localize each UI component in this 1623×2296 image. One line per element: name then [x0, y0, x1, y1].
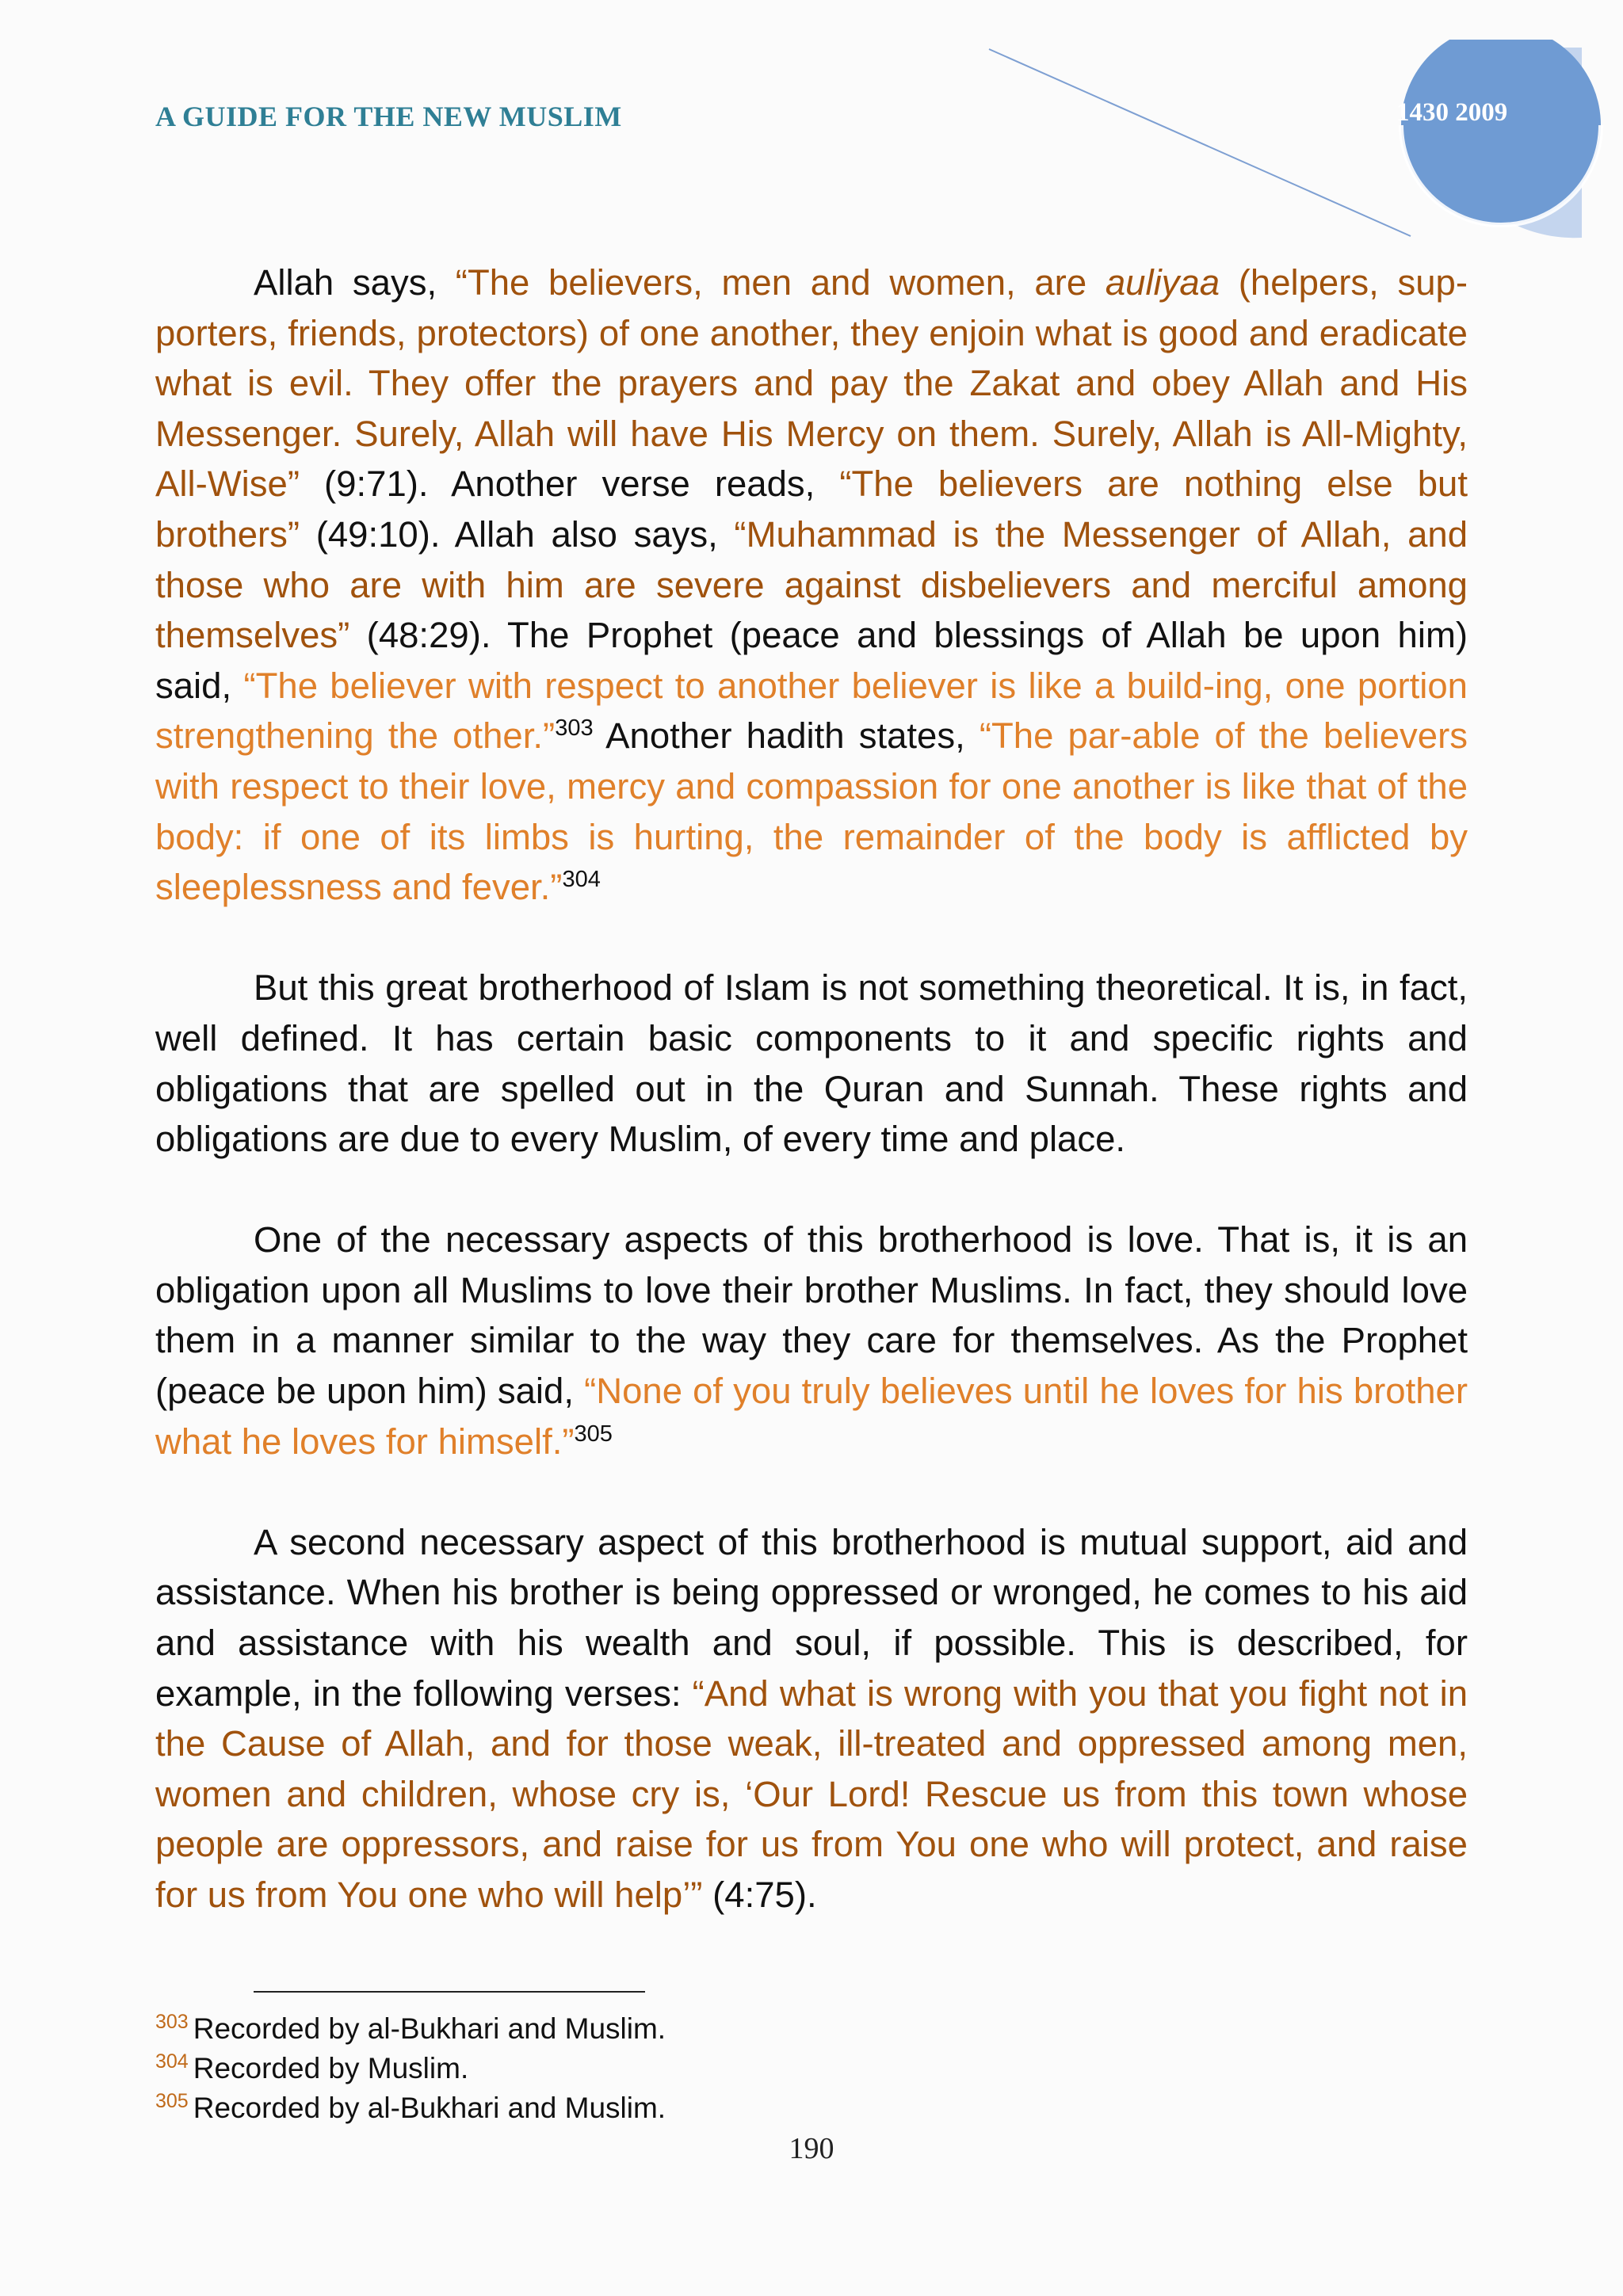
- page-number: 190: [789, 2132, 834, 2165]
- paragraph-text: A second necessary aspect of this brotherhood is mutual support, aid and assistance. When his brother is being oppressed or wronged, he comes to his aid and assistance with his wealth and soul, if possible. This is described, for example, in the following verses:: [155, 1521, 1468, 1714]
- paragraph-4: [155, 1517, 1468, 1920]
- hadith-quote: “The par-able of the believers with respect to their love, mercy and compassion for one another is like that of the body: if one of its limbs is hurting, the remainder of the body is afflicted by sleeplessness and fever.”: [155, 715, 1468, 908]
- footnote-text: Recorded by al-Bukhari and Muslim.: [193, 2012, 666, 2045]
- paragraph-text: Allah says,: [254, 262, 456, 303]
- footnote-separator: [254, 1991, 645, 1993]
- paragraph-text: Another hadith states,: [593, 715, 980, 757]
- hadith-quote: “The believer with respect to another believer is like a build-ing, one portion strengthening the other.”: [155, 665, 1468, 757]
- paragraph-text: One of the necessary aspects of this brotherhood is love. That is, it is an obligation upon all Muslims to love their brother Muslims. In fact, they should love them in a manner similar to the way they care for themselves. As the Prophet (peace be upon him) said,: [155, 1219, 1468, 1412]
- footnote-reference[interactable]: 305: [574, 1421, 613, 1447]
- hadith-quote: “None of you truly believes until he loves for his brother what he loves for himself.”: [155, 1371, 1468, 1462]
- paragraph-text: (48:29). The Prophet (peace and blessings of Allah be upon him) said,: [155, 615, 1468, 706]
- footnote-item: [155, 2049, 1423, 2088]
- footnote-reference[interactable]: 304: [562, 866, 601, 892]
- quote-italic-term: auliyaa: [1105, 262, 1220, 303]
- footnote-text: Recorded by Muslim.: [193, 2052, 469, 2084]
- footnote-reference[interactable]: 303: [555, 715, 594, 742]
- paragraph-1: [155, 257, 1468, 913]
- footnote-number: 303: [155, 2010, 189, 2033]
- paragraph-text: (4:75).: [702, 1875, 817, 1915]
- quran-quote: “The believers are nothing else but brothers”: [155, 463, 1468, 555]
- footnote-item: [155, 2088, 1423, 2128]
- footnotes: [155, 2009, 1423, 2128]
- header-decoration: [983, 40, 1623, 277]
- footnote-number: 305: [155, 2089, 189, 2112]
- footnote-number: 304: [155, 2050, 189, 2073]
- quote-text: (helpers, sup-porters, friends, protectors) of one another, they enjoin what is good and eradicate what is evil. They offer the prayers and pay the Zakat and obey Allah and His Messenger. Surely, Allah will have His Mercy on them. Surely, Allah is All-Mighty, All-Wise”: [155, 262, 1468, 505]
- quran-quote: “Muhammad is the Messenger of Allah, and those who are with him are severe against disbelievers and merciful among themselves”: [155, 513, 1468, 656]
- paragraph-3: [155, 1215, 1468, 1466]
- header-title: A GUIDE FOR THE NEW MUSLIM: [155, 101, 622, 132]
- footnote-text: Recorded by al-Bukhari and Muslim.: [193, 2092, 666, 2124]
- quote-text: “The believers, men and women, are: [455, 262, 1106, 303]
- paragraph-text: (9:71). Another verse reads,: [299, 463, 840, 505]
- paragraph-text: (49:10). Allah also says,: [300, 513, 735, 555]
- quran-quote: “And what is wrong with you that you fight not in the Cause of Allah, and for those weak, ill-treated and oppressed among men, women and children, whose cry is, ‘Our Lord! Rescue us from this town whose people are oppressors, and raise for us from You one who will protect, and raise for us from You one who will help’”: [155, 1672, 1468, 1915]
- header-year: 1430 2009: [1396, 98, 1508, 127]
- header-diagonal-line: [989, 49, 1411, 236]
- main-text: [155, 257, 1468, 1970]
- footnote-item: [155, 2009, 1423, 2049]
- paragraph-2: But this great brotherhood of Islam is not something theoretical. It is, in fact, well defined. It has certain basic components to it and specific rights and obligations that are spelled out in the Quran and Sunnah. These rights and obligations are due to every Muslim, of every time and place.: [155, 967, 1468, 1160]
